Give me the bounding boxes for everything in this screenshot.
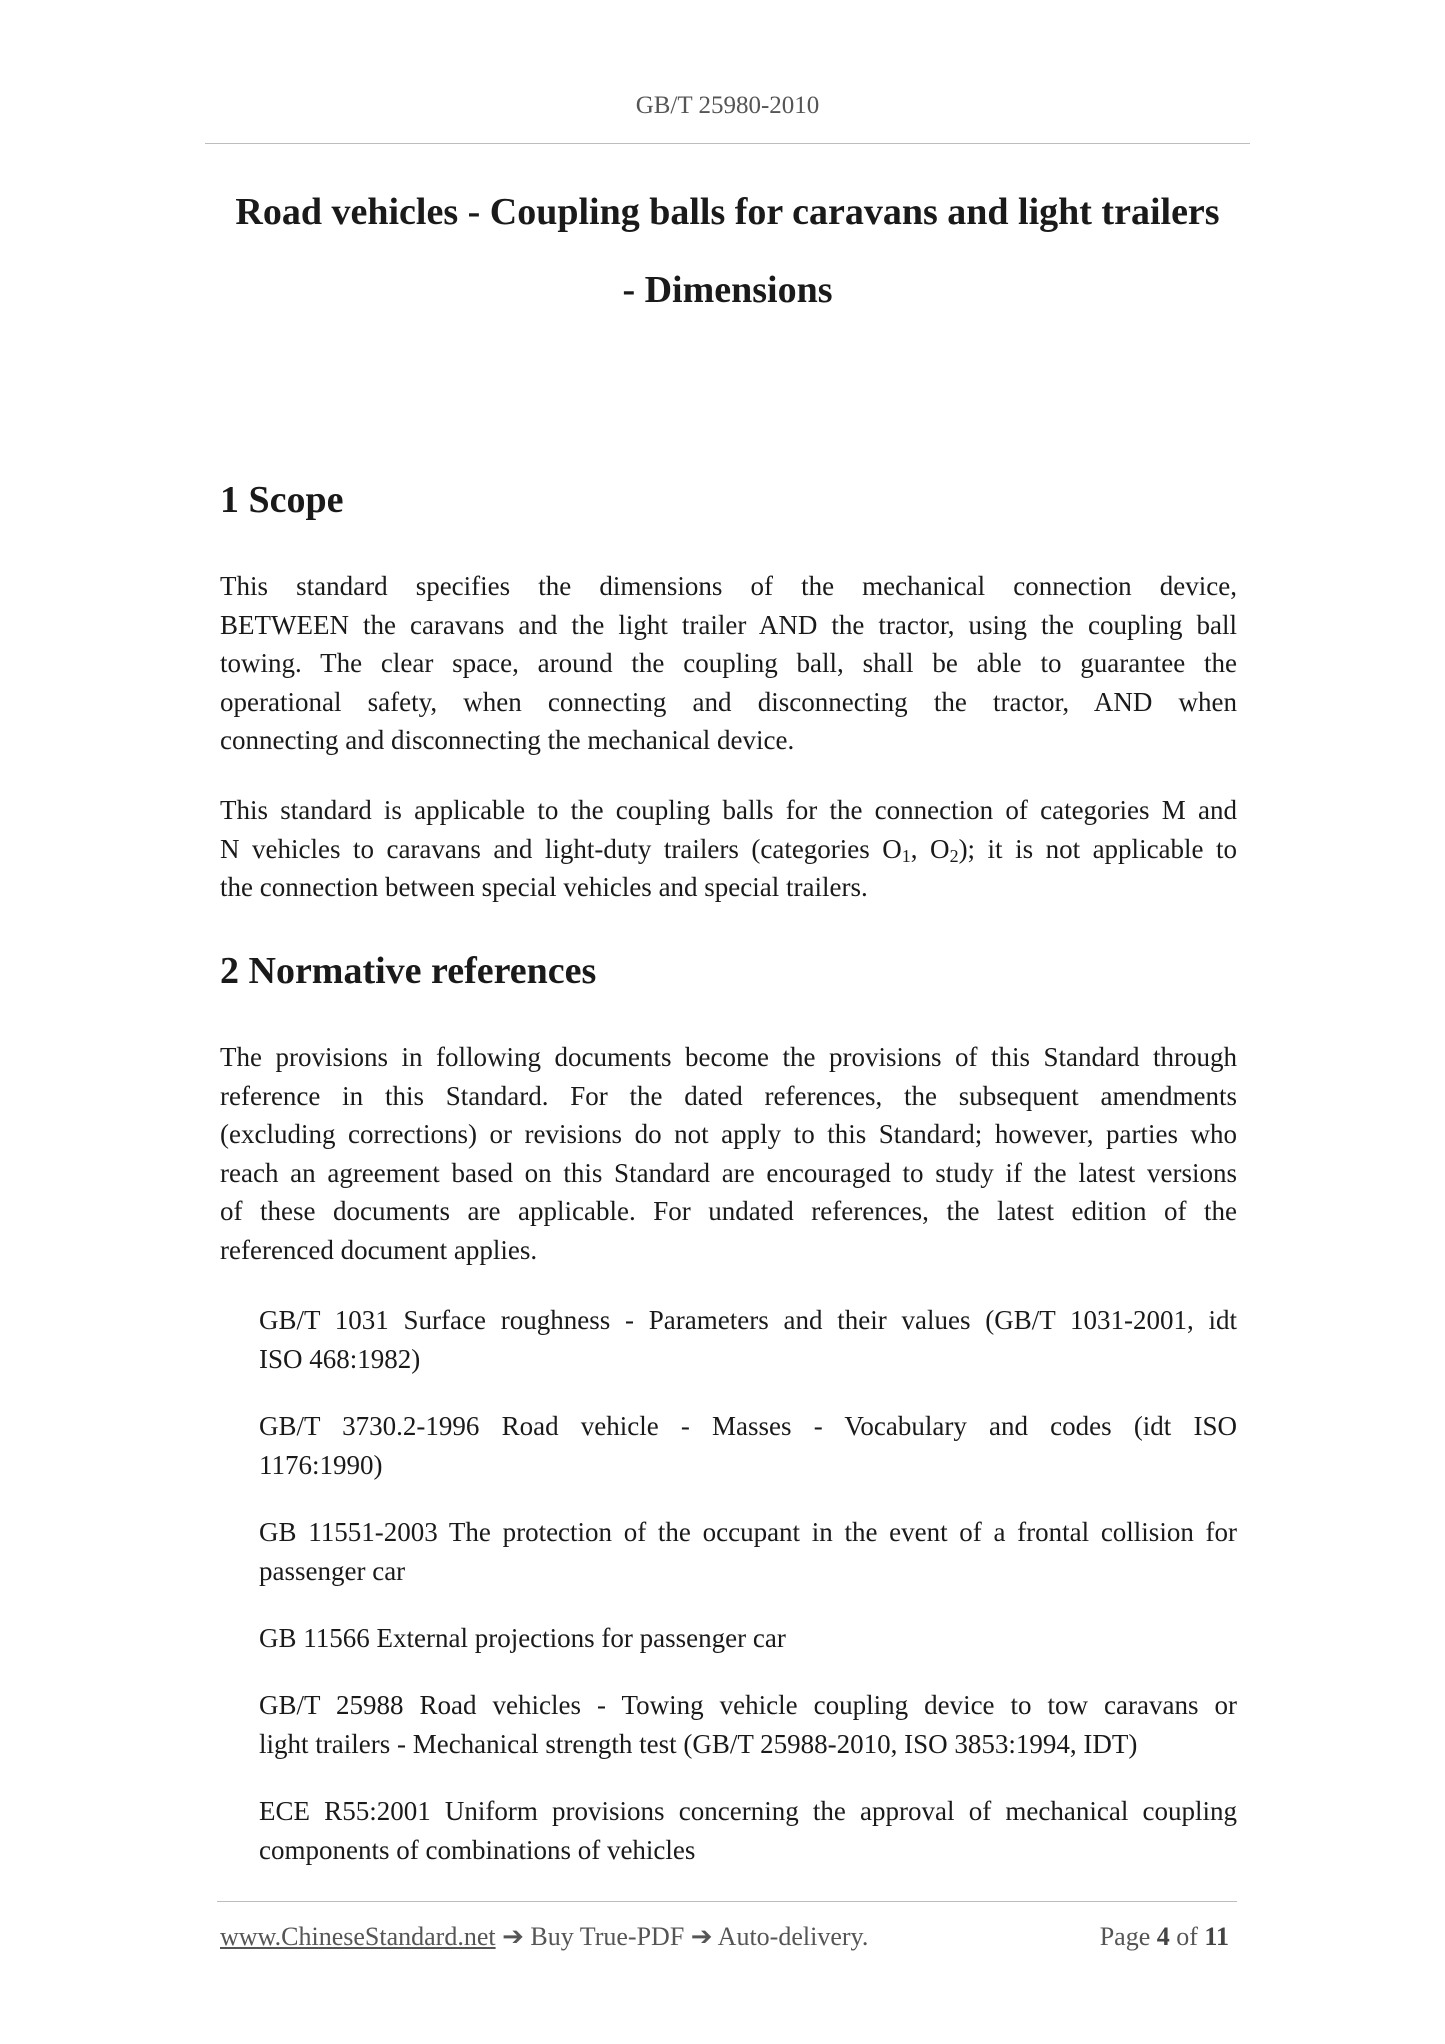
subscript: 1: [901, 845, 911, 866]
section-heading-normative-references: 2 Normative references: [220, 950, 597, 992]
text-line: the connection between special vehicles and special trailers.: [220, 872, 868, 902]
text-line: 1176:1990): [259, 1449, 383, 1480]
document-title-line-2: - Dimensions: [622, 269, 833, 311]
page-label: Page: [1099, 1922, 1151, 1951]
text-line: connecting and disconnecting the mechanical device.: [220, 725, 795, 755]
text-run: , O: [910, 833, 950, 864]
page-number: [1100, 1922, 1229, 1952]
subscript: 2: [949, 845, 959, 866]
reference-item: [259, 1619, 1237, 1658]
text-line: GB/T 25988 Road vehicles - Towing vehicle coupling device to tow caravans or: [259, 1690, 1237, 1720]
text-line: components of combinations of vehicles: [259, 1834, 696, 1865]
footer-divider: [217, 1901, 1237, 1902]
text-line: towing. The clear space, around the coupling ball, shall be able to guarantee the: [220, 648, 1237, 678]
text-line: passenger car: [259, 1555, 406, 1586]
reference-item: [259, 1301, 1237, 1378]
footer-delivery-text: Auto-delivery.: [717, 1922, 869, 1951]
section-heading-scope: 1 Scope: [220, 479, 344, 521]
footer-buy-text: Buy True-PDF: [530, 1922, 685, 1951]
reference-item: [259, 1407, 1237, 1484]
text-line: [220, 830, 1237, 869]
text-line: reference in this Standard. For the dated references, the subsequent amendments: [220, 1080, 1237, 1111]
reference-item: [259, 1513, 1237, 1590]
text-line: ISO 468:1982): [259, 1343, 421, 1374]
text-line: (excluding corrections) or revisions do not apply to this Standard; however, parties who: [220, 1119, 1237, 1149]
of-label: of: [1176, 1922, 1198, 1951]
text-line: The provisions in following documents become the provisions of this Standard through: [220, 1042, 1237, 1072]
text-line: GB 11566 External projections for passenger car: [259, 1623, 786, 1653]
scope-paragraph-1: [220, 567, 1237, 760]
arrow-right-icon: ➔: [690, 1922, 713, 1951]
text-line: operational safety, when connecting and disconnecting the tractor, AND when: [220, 686, 1237, 717]
text-line: This standard is applicable to the coupling balls for the connection of categories M and: [220, 795, 1237, 825]
text-run: ); it is not applicable to: [958, 833, 1238, 864]
text-line: GB/T 1031 Surface roughness - Parameters and their values (GB/T 1031-2001, idt: [259, 1305, 1237, 1335]
scope-paragraph-2: [220, 791, 1237, 907]
header-divider: [205, 143, 1250, 144]
current-page: 4: [1156, 1922, 1170, 1951]
document-title-line-1: Road vehicles - Coupling balls for caravans and light trailers: [235, 191, 1220, 233]
text-line: referenced document applies.: [220, 1234, 538, 1265]
references-intro-paragraph: [220, 1038, 1237, 1269]
text-line: This standard specifies the dimensions of the mechanical connection device,: [220, 571, 1237, 601]
text-line: reach an agreement based on this Standard are encouraged to study if the latest versions: [220, 1157, 1237, 1188]
page-header: GB/T 25980-2010: [635, 92, 820, 119]
text-line: BETWEEN the caravans and the light trailer AND the tractor, using the coupling ball: [220, 609, 1237, 640]
text-line: GB 11551-2003 The protection of the occupant in the event of a frontal collision for: [259, 1517, 1237, 1547]
text-run: N vehicles to caravans and light-duty trailers (categories O: [220, 833, 902, 864]
reference-item: [259, 1686, 1237, 1763]
website-link[interactable]: www.ChineseStandard.net: [220, 1922, 496, 1951]
reference-item: [259, 1792, 1237, 1869]
text-line: ECE R55:2001 Uniform provisions concerning the approval of mechanical coupling: [259, 1796, 1237, 1826]
text-line: GB/T 3730.2-1996 Road vehicle - Masses - Vocabulary and codes (idt ISO: [259, 1411, 1237, 1441]
arrow-right-icon: ➔: [502, 1922, 524, 1951]
text-line: light trailers - Mechanical strength test (GB/T 25988-2010, ISO 3853:1994, IDT): [259, 1728, 1138, 1759]
total-pages: 11: [1204, 1922, 1229, 1951]
text-line: of these documents are applicable. For undated references, the latest edition of the: [220, 1196, 1237, 1226]
footer-promo: [220, 1922, 868, 1952]
